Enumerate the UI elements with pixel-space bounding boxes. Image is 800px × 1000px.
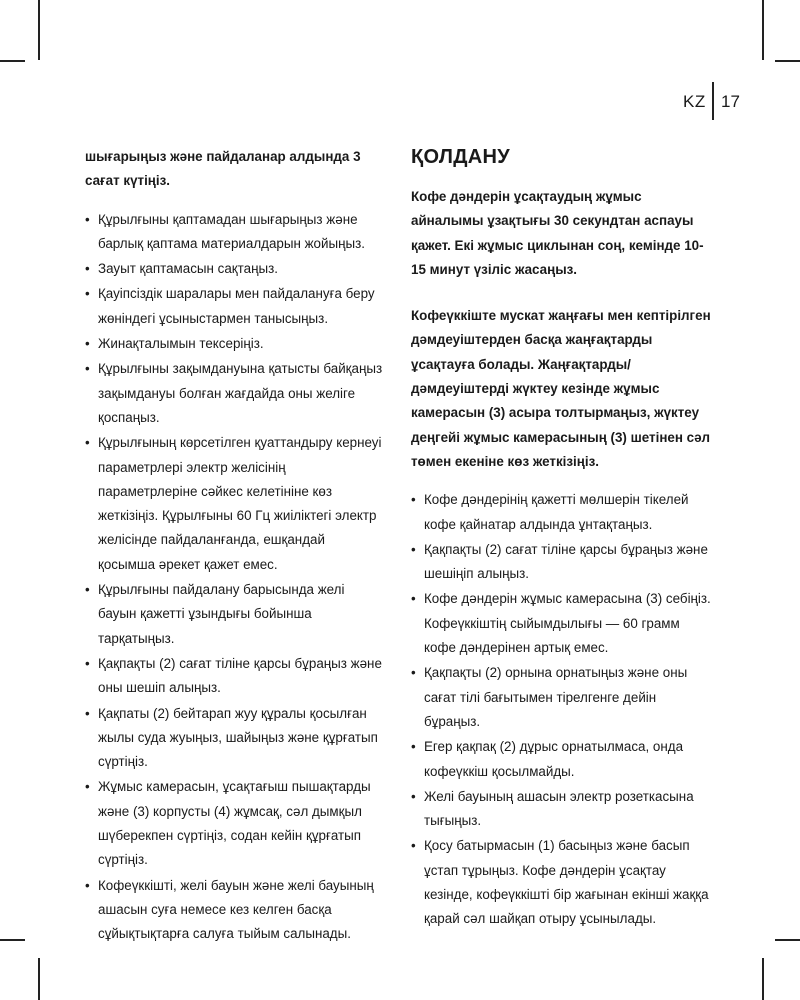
right-bullet-list: [411, 488, 711, 931]
usage-warning-paragraph: Кофе дәндерін ұсақтаудың жұмыс айналымы ұзақтығы 30 секундтан аспауы қажет. Екі жұмыс циклынан соң, кемінде 10-15 минут үзіліс жасаңыз.: [411, 189, 704, 277]
bullet-icon: •: [85, 336, 90, 352]
bullet-icon: •: [85, 361, 90, 377]
list-item: • Құрылғының көрсетілген қуаттандыру кернеуі параметрлері электр желісінің параметрлеріне сәйкес келетініне көз жеткізіңіз. Құрылғыны 60 Гц жиіліктегі электр желісінде пайдаланғанда, ешқандай қосымша әрекет қажет емес.: [85, 431, 385, 577]
bullet-icon: •: [85, 261, 90, 277]
list-item: • Құрылғыны пайдалану барысында желі бауын қажетті ұзындығы бойынша тарқатыңыз.: [85, 578, 385, 651]
crop-mark: [762, 958, 764, 1000]
bullet-icon: •: [85, 211, 90, 227]
list-item: • Желі бауының ашасын электр розеткасына тығыңыз.: [411, 785, 711, 834]
list-item: • Қақпақты (2) сағат тіліне қарсы бұраңыз және оны шешіп алыңыз.: [85, 652, 385, 701]
crop-mark: [762, 0, 764, 60]
bullet-icon: •: [85, 779, 90, 795]
page-number: 17: [721, 92, 740, 111]
crop-mark: [38, 958, 40, 1000]
list-item: • Кофе дәндерін жұмыс камерасына (3) себіңіз. Кофеүккіштің сыйымдылығы — 60 грамм кофе дәндерінен артық емес.: [411, 587, 711, 660]
bullet-icon: •: [85, 286, 90, 302]
bullet-icon: •: [411, 788, 416, 804]
list-item: • Егер қақпақ (2) дұрыс орнатылмаса, онда кофеүккіш қосылмайды.: [411, 735, 711, 784]
crop-mark: [775, 939, 800, 941]
list-item: • Жинақталымын тексеріңіз.: [85, 332, 385, 356]
list-item: • Қауіпсіздік шаралары мен пайдалануға беру жөніндегі ұсыныстармен танысыңыз.: [85, 282, 385, 331]
list-item: • Қақпаты (2) бейтарап жуу құралы қосылған жылы суда жуыңыз, шайыңыз және құрғатып сүртіңіз.: [85, 702, 385, 775]
list-item: • Кофеүккішті, желі бауын және желі бауының ашасын суға немесе кез келген басқа сұйықтықтарға салуға тыйым салынады.: [85, 874, 385, 947]
list-item: • Зауыт қаптамасын сақтаңыз.: [85, 257, 385, 281]
bullet-icon: •: [411, 739, 416, 755]
spices-paragraph: Кофеүккіште мускат жаңғағы мен кептірілген дәмдеуіштерден басқа жаңғақтарды ұсақтауға болады. Жаңғақтарды/дәмдеуіштерді жүктеу кезінде жұмыс камерасын (3) асыра толтырмаңыз, жүктеу деңгейі жұмыс камерасының (3) шетінен сәл төмен екеніне көз жеткізіңіз.: [411, 308, 711, 469]
list-item: • Қақпақты (2) сағат тіліне қарсы бұраңыз және шешіңіп алыңыз.: [411, 538, 711, 587]
language-code: KZ: [683, 92, 706, 111]
crop-mark: [0, 939, 25, 941]
list-item: • Құрылғыны зақымдануына қатысты байқаңыз зақымдануы болған жағдайда оны желіге қоспаңыз.: [85, 357, 385, 430]
bullet-icon: •: [85, 582, 90, 598]
bullet-icon: •: [85, 705, 90, 721]
crop-mark: [775, 60, 800, 62]
list-item: • Құрылғыны қаптамадан шығарыңыз және барлық қаптама материалдарын жойыңыз.: [85, 208, 385, 257]
left-intro-text: шығарыңыз және пайдаланар алдында 3 сағат күтіңіз.: [85, 149, 361, 189]
header-divider: [712, 82, 714, 120]
bullet-icon: •: [411, 541, 416, 557]
bullet-icon: •: [411, 591, 416, 607]
bullet-icon: •: [85, 435, 90, 451]
list-item: • Кофе дәндерінің қажетті мөлшерін тікелей кофе қайнатар алдында ұнтақтаңыз.: [411, 488, 711, 537]
crop-mark: [0, 60, 25, 62]
right-column: [411, 145, 711, 933]
left-bullet-list: [85, 208, 385, 947]
bullet-icon: •: [411, 492, 416, 508]
left-column: [85, 145, 385, 948]
section-heading: ҚОЛДАНУ: [411, 146, 510, 168]
list-item: • Жұмыс камерасын, ұсақтағыш пышақтарды және (3) корпусты (4) жұмсақ, сәл дымқыл шүберекпен сүртіңіз, содан кейін құрғатып сүртіңіз.: [85, 775, 385, 872]
bullet-icon: •: [411, 665, 416, 681]
crop-mark: [38, 0, 40, 60]
bullet-icon: •: [85, 877, 90, 893]
list-item: • Қосу батырмасын (1) басыңыз және басып ұстап тұрыңыз. Кофе дәндерін ұсақтау кезінде, кофеүккішті бір жағынан екінші жаққа қарай сәл шайқап отыру ұсынылады.: [411, 834, 711, 931]
list-item: • Қақпақты (2) орнына орнатыңыз және оны сағат тілі бағытымен тірелгенге дейін бұраңыз.: [411, 661, 711, 734]
bullet-icon: •: [85, 655, 90, 671]
bullet-icon: •: [411, 838, 416, 854]
